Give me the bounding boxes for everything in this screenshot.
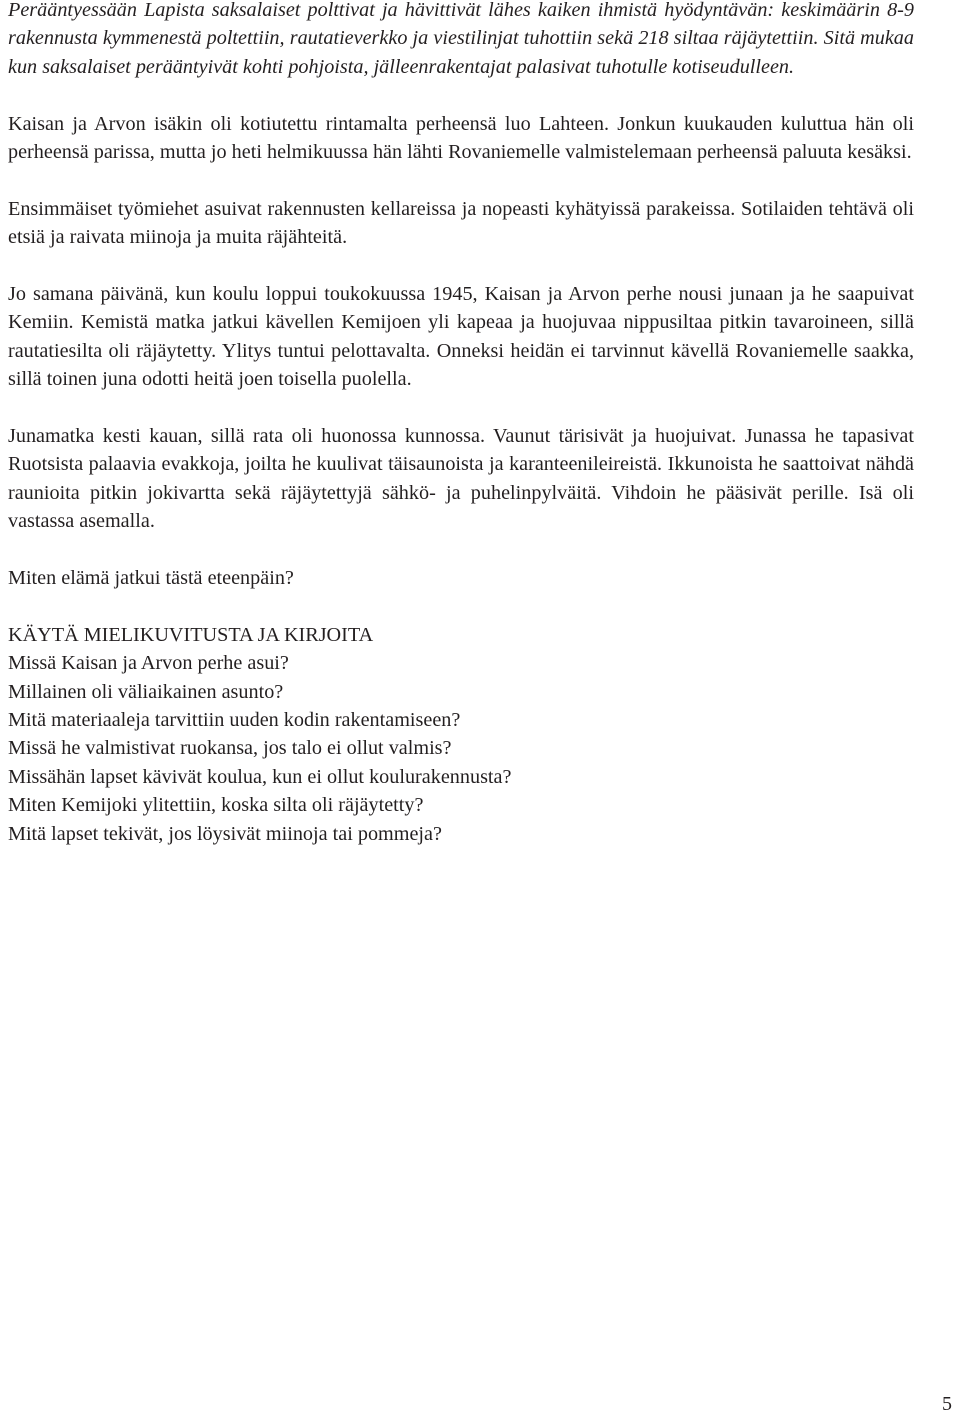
- intro-paragraph: Perääntyessään Lapista saksalaiset polttivat ja hävittivät lähes kaiken ihmistä hyödyntävän: keskimäärin 8-9 rakennusta kymmenestä poltettiin, rautatieverkko ja viestilinjat tuhottiin sekä 218 siltaa räjäytettiin. Sitä mukaa kun saksalaiset perääntyivät kohti pohjoista, jälleenrakentajat palasivat tuhotulle kotiseudulleen.: [8, 0, 914, 78]
- document-body: [8, 0, 914, 848]
- task-question: Mitä materiaaleja tarvittiin uuden kodin rakentamiseen?: [8, 709, 461, 732]
- body-paragraph: Kaisan ja Arvon isäkin oli kotiutettu rintamalta perheensä luo Lahteen. Jonkun kuukauden kuluttua hän oli perheensä parissa, mutta jo heti helmikuussa hän lähti Rovaniemelle valmistelemaan perheensä paluuta kesäksi.: [8, 112, 914, 164]
- body-paragraph: Junamatka kesti kauan, sillä rata oli huonossa kunnossa. Vaunut tärisivät ja huojuivat. Junassa he tapasivat Ruotsista palaavia evakkoja, joilta he kuulivat täisaunoista ja karanteenileireistä. Ikkunoista he saattoivat nähdä raunioita pitkin jokivartta sekä räjäytettyjä sähkö- ja puhelinpylväitä. Vihdoin he pääsivät perille. Isä oli vastassa asemalla.: [8, 425, 914, 533]
- page-number: 5: [942, 1393, 952, 1415]
- task-question: Mitä lapset tekivät, jos löysivät miinoja tai pommeja?: [8, 822, 442, 845]
- body-paragraph: Ensimmäiset työmiehet asuivat rakennusten kellareissa ja nopeasti kyhätyissä parakeissa. Sotilaiden tehtävä oli etsiä ja raivata miinoja ja muita räjähteitä.: [8, 197, 914, 249]
- closing-question: Miten elämä jatkui tästä eteenpäin?: [8, 567, 294, 590]
- task-question: Missä Kaisan ja Arvon perhe asui?: [8, 652, 289, 675]
- task-heading: KÄYTÄ MIELIKUVITUSTA JA KIRJOITA: [8, 623, 374, 646]
- task-question: Miten Kemijoki ylitettiin, koska silta oli räjäytetty?: [8, 794, 424, 817]
- task-question: Missähän lapset kävivät koulua, kun ei ollut koulurakennusta?: [8, 765, 512, 788]
- writing-task: [8, 621, 914, 848]
- task-question: Missä he valmistivat ruokansa, jos talo ei ollut valmis?: [8, 737, 452, 760]
- task-question: Millainen oli väliaikainen asunto?: [8, 680, 284, 703]
- body-paragraph: Jo samana päivänä, kun koulu loppui toukokuussa 1945, Kaisan ja Arvon perhe nousi junaan ja he saapuivat Kemiin. Kemistä matka jatkui kävellen Kemijoen yli kapeaa ja huojuvaa nippusiltaa pitkin tavaroineen, sillä rautatiesilta oli räjäytetty. Ylitys tuntui pelottavalta. Onneksi heidän ei tarvinnut kävellä Rovaniemelle saakka, sillä toinen juna odotti heitä joen toisella puolella.: [8, 283, 914, 391]
